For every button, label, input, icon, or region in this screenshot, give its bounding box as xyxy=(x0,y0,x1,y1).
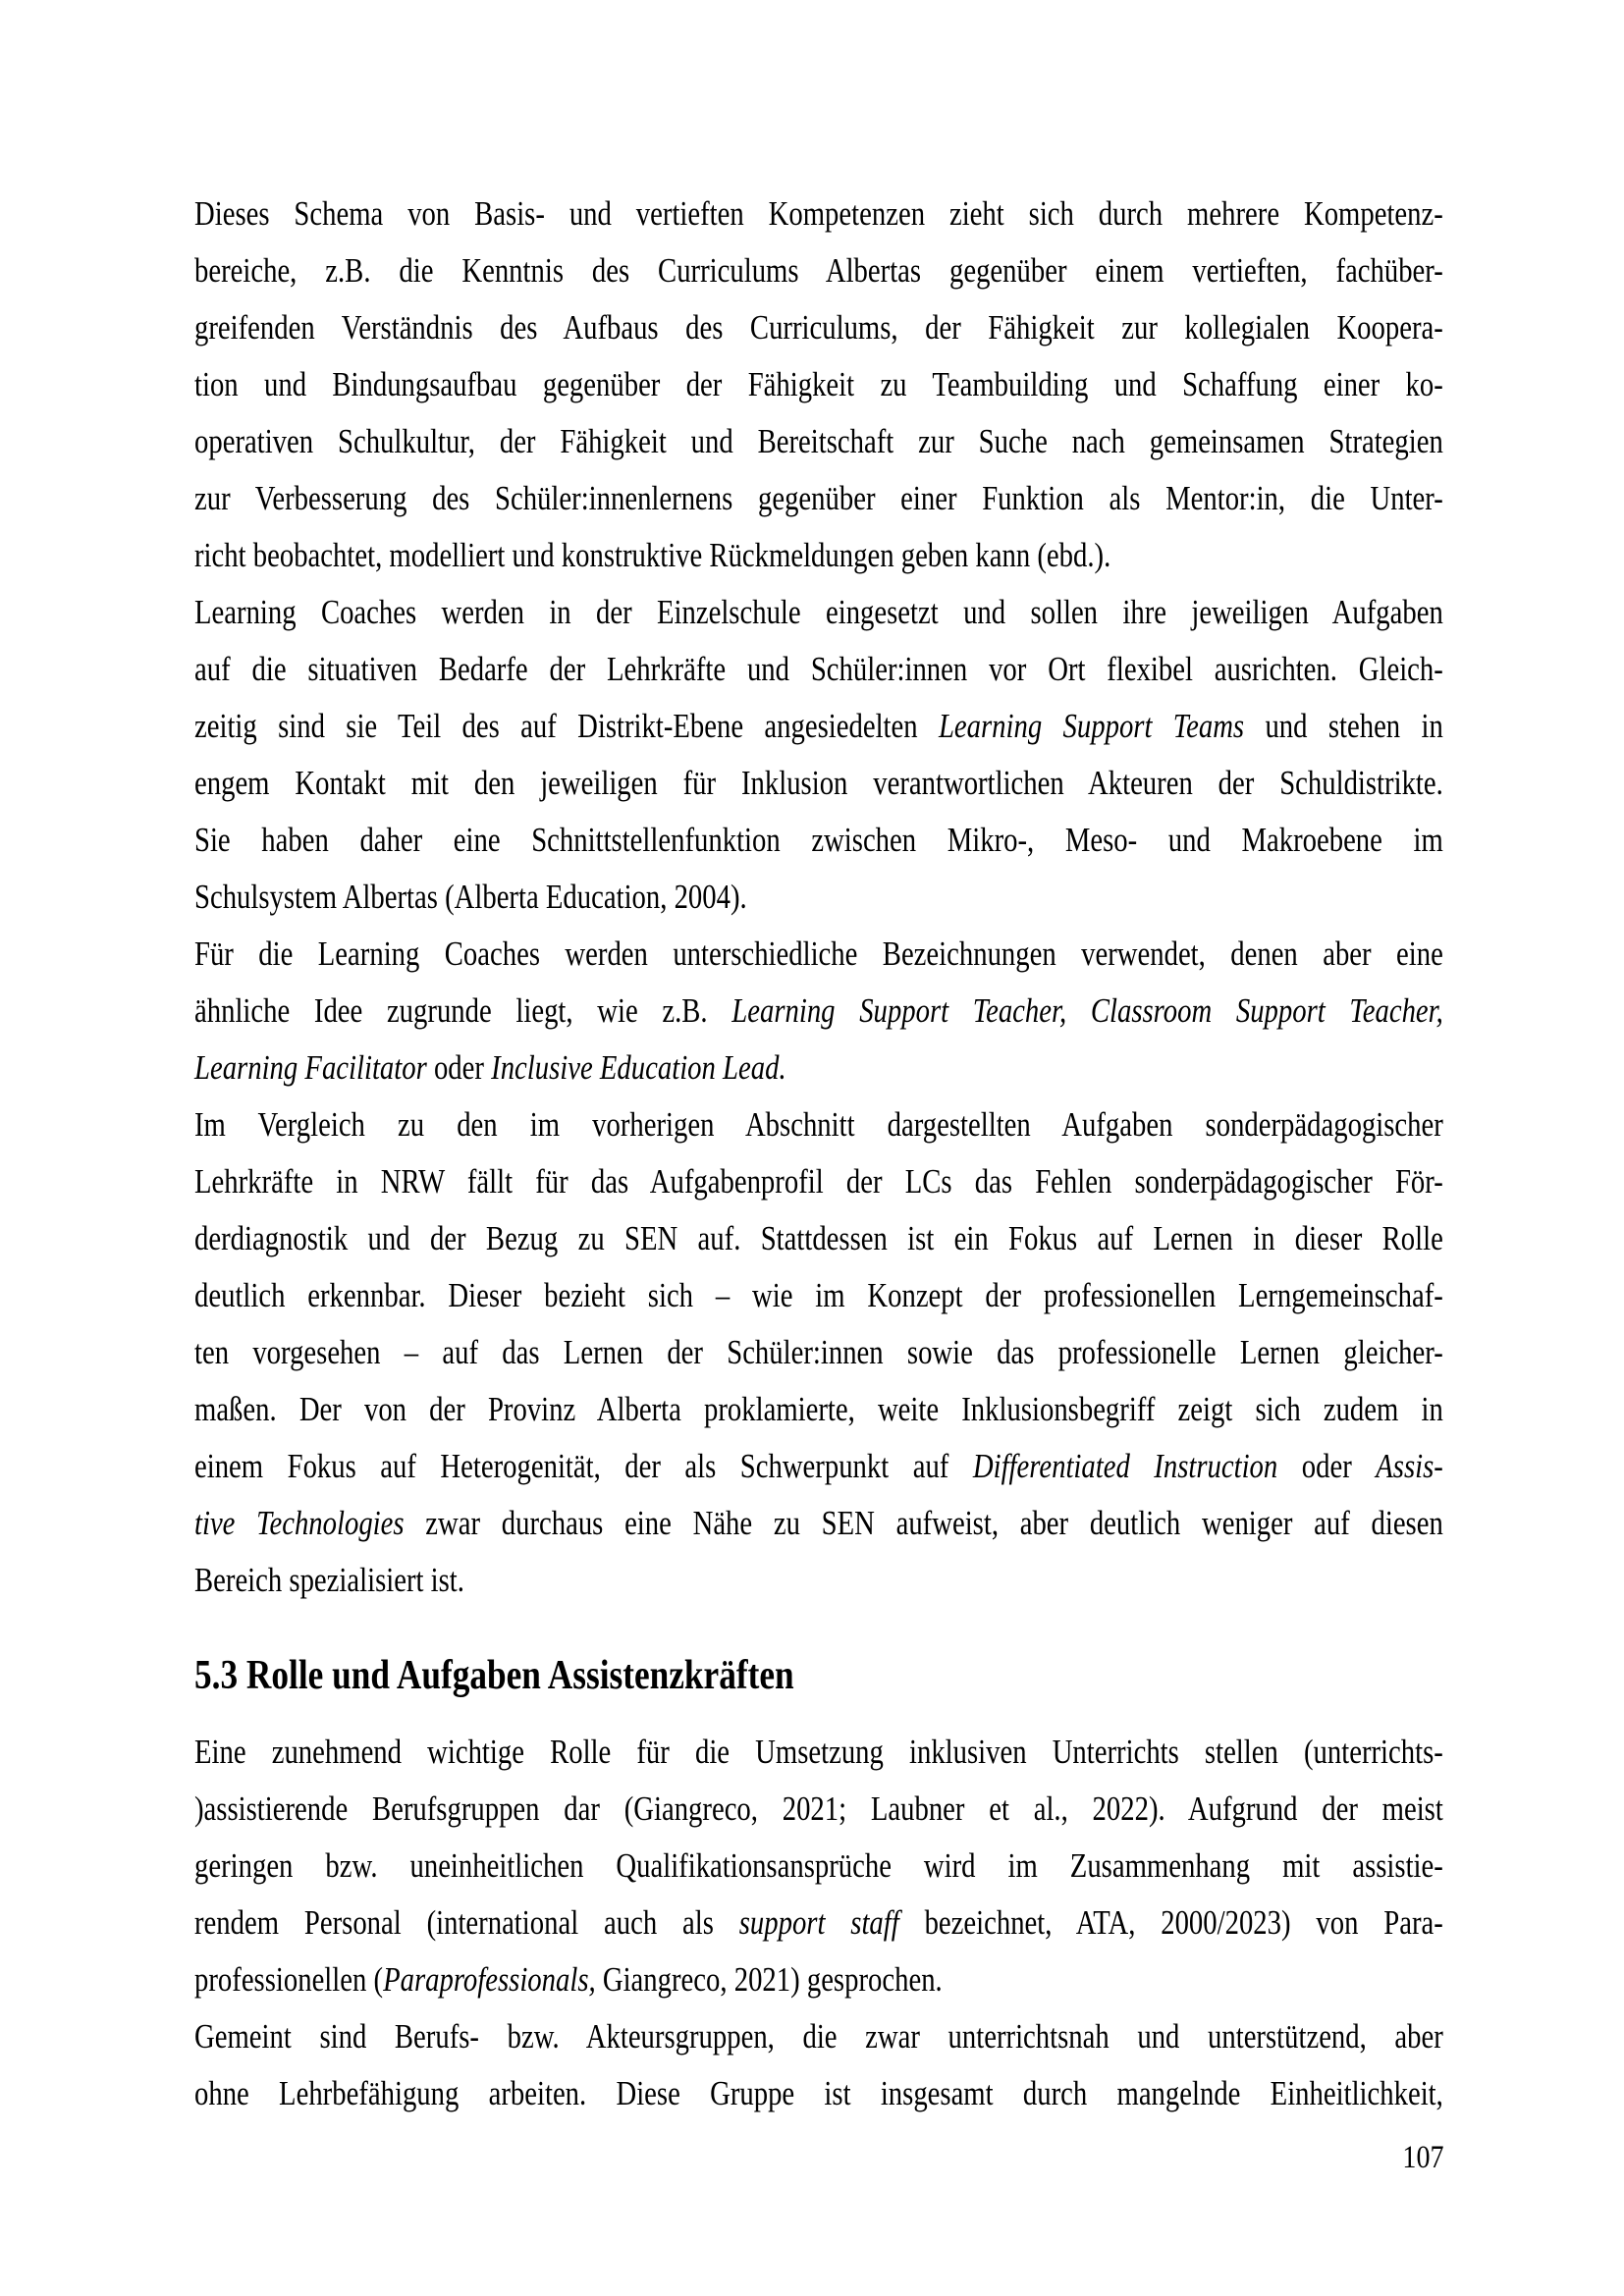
italic-text: Learning Support Teams xyxy=(938,707,1245,745)
text-line xyxy=(194,1438,1443,1495)
text-segment: einem Fokus auf Heterogenität, der als Schwerpunkt auf xyxy=(194,1447,973,1485)
text-segment: ten vorgesehen – auf das Lernen der Schüler:innen sowie das professionelle Lernen gleicher- xyxy=(194,1333,1443,1371)
text-line xyxy=(194,755,1443,812)
italic-text: support staff xyxy=(738,1903,899,1942)
text-line xyxy=(194,2008,1443,2065)
text-segment: Dieses Schema von Basis- und vertieften Kompetenzen zieht sich durch mehrere Kompetenz- xyxy=(194,194,1443,233)
text-line xyxy=(194,527,1443,584)
body-text-block-2 xyxy=(194,1724,1443,2122)
text-segment: Für die Learning Coaches werden unterschiedliche Bezeichnungen verwendet, denen aber eine xyxy=(194,934,1443,973)
text-line xyxy=(194,1210,1443,1267)
text-segment: und stehen in xyxy=(1244,707,1443,745)
italic-text: tive Technologies xyxy=(194,1504,405,1542)
text-line xyxy=(194,1552,1443,1609)
text-segment: richt beobachtet, modelliert und konstruktive Rückmeldungen geben kann (ebd.). xyxy=(194,536,1111,574)
text-segment: zwar durchaus eine Nähe zu SEN aufweist, aber deutlich weniger auf diesen xyxy=(404,1504,1443,1542)
text-segment: rendem Personal (international auch als xyxy=(194,1903,739,1942)
text-segment: oder xyxy=(1277,1447,1377,1485)
text-line xyxy=(194,641,1443,698)
page-number: 107 xyxy=(1401,2140,1443,2175)
text-segment: derdiagnostik und der Bezug zu SEN auf. Stattdessen ist ein Fokus auf Lernen in dieser Rolle xyxy=(194,1219,1443,1257)
text-segment: ohne Lehrbefähigung arbeiten. Diese Gruppe ist insgesamt durch mangelnde Einheitlichkeit, xyxy=(194,2074,1443,2112)
text-line xyxy=(194,1724,1443,1781)
text-line xyxy=(194,1895,1443,1951)
text-segment: Gemeint sind Berufs- bzw. Akteursgruppen, die zwar unterrichtsnah und unterstützend, aber xyxy=(194,2017,1443,2056)
text-line xyxy=(194,2065,1443,2122)
text-line xyxy=(194,1153,1443,1210)
text-segment: Learning Coaches werden in der Einzelschule eingesetzt und sollen ihre jeweiligen Aufgaben xyxy=(194,593,1443,631)
section-heading: 5.3 Rolle und Aufgaben Assistenzkräften xyxy=(194,1653,794,1698)
italic-text: Assis- xyxy=(1376,1447,1443,1485)
italic-text: Paraprofessionals, xyxy=(383,1960,596,1999)
text-line xyxy=(194,299,1443,356)
text-segment: Lehrkräfte in NRW fällt für das Aufgabenprofil der LCs das Fehlen sonderpädagogischer För- xyxy=(194,1162,1443,1201)
text-segment: tion und Bindungsaufbau gegenüber der Fähigkeit zu Teambuilding und Schaffung einer ko- xyxy=(194,365,1443,403)
text-line xyxy=(194,413,1443,470)
text-line xyxy=(194,1040,1443,1096)
italic-text: Differentiated Instruction xyxy=(972,1447,1278,1485)
text-segment: engem Kontakt mit den jeweiligen für Inklusion verantwortlichen Akteuren der Schuldistrikte. xyxy=(194,764,1443,802)
text-segment: geringen bzw. uneinheitlichen Qualifikationsansprüche wird im Zusammenhang mit assistie- xyxy=(194,1846,1443,1885)
text-line xyxy=(194,698,1443,755)
text-segment: Bereich spezialisiert ist. xyxy=(194,1561,464,1599)
text-segment: auf die situativen Bedarfe der Lehrkräfte und Schüler:innen vor Ort flexibel ausrichten. Gleich- xyxy=(194,650,1443,688)
text-line xyxy=(194,983,1443,1040)
text-segment: ähnliche Idee zugrunde liegt, wie z.B. xyxy=(194,991,732,1030)
text-line xyxy=(194,1838,1443,1895)
italic-text: Learning Facilitator xyxy=(194,1048,427,1087)
text-line xyxy=(194,356,1443,413)
text-line xyxy=(194,470,1443,527)
text-line xyxy=(194,869,1443,926)
text-line xyxy=(194,1324,1443,1381)
body-text-block-1 xyxy=(194,186,1443,1609)
text-line xyxy=(194,812,1443,869)
text-segment: oder xyxy=(426,1048,492,1087)
text-segment: bezeichnet, ATA, 2000/2023) von Para- xyxy=(898,1903,1443,1942)
text-line xyxy=(194,1267,1443,1324)
text-line xyxy=(194,1096,1443,1153)
text-segment: Schulsystem Albertas (Alberta Education, 2004). xyxy=(194,878,747,916)
text-segment: zeitig sind sie Teil des auf Distrikt-Ebene angesiedelten xyxy=(194,707,939,745)
text-segment: Im Vergleich zu den im vorherigen Abschnitt dargestellten Aufgaben sonderpädagogischer xyxy=(194,1105,1443,1144)
text-segment: greifenden Verständnis des Aufbaus des Curriculums, der Fähigkeit zur kollegialen Koopera- xyxy=(194,308,1443,347)
text-segment: )assistierende Berufsgruppen dar (Giangreco, 2021; Laubner et al., 2022). Aufgrund der meist xyxy=(194,1789,1443,1828)
text-segment: zur Verbesserung des Schüler:innenlernens gegenüber einer Funktion als Mentor:in, die Unter- xyxy=(194,479,1443,517)
text-line xyxy=(194,926,1443,983)
text-line xyxy=(194,584,1443,641)
text-segment: deutlich erkennbar. Dieser bezieht sich – wie im Konzept der professionellen Lerngemeinschaf- xyxy=(194,1276,1443,1314)
text-line xyxy=(194,186,1443,242)
text-segment: bereiche, z.B. die Kenntnis des Curriculums Albertas gegenüber einem vertieften, fachüber- xyxy=(194,251,1443,290)
text-line xyxy=(194,1381,1443,1438)
text-segment: professionellen ( xyxy=(194,1960,384,1999)
text-segment: maßen. Der von der Provinz Alberta proklamierte, weite Inklusionsbegriff zeigt sich zudem in xyxy=(194,1390,1443,1428)
text-segment: Sie haben daher eine Schnittstellenfunktion zwischen Mikro-, Meso- und Makroebene im xyxy=(194,821,1443,859)
italic-text: Learning Support Teacher, Classroom Support Teacher, xyxy=(731,991,1443,1030)
text-segment: Giangreco, 2021) gesprochen. xyxy=(595,1960,943,1999)
text-line xyxy=(194,1495,1443,1552)
text-segment: Eine zunehmend wichtige Rolle für die Umsetzung inklusiven Unterrichts stellen (unterrichts- xyxy=(194,1733,1443,1771)
text-line xyxy=(194,242,1443,299)
text-line xyxy=(194,1951,1443,2008)
text-segment: operativen Schulkultur, der Fähigkeit und Bereitschaft zur Suche nach gemeinsamen Strategien xyxy=(194,422,1443,460)
text-line xyxy=(194,1781,1443,1838)
italic-text: Inclusive Education Lead. xyxy=(491,1048,786,1087)
